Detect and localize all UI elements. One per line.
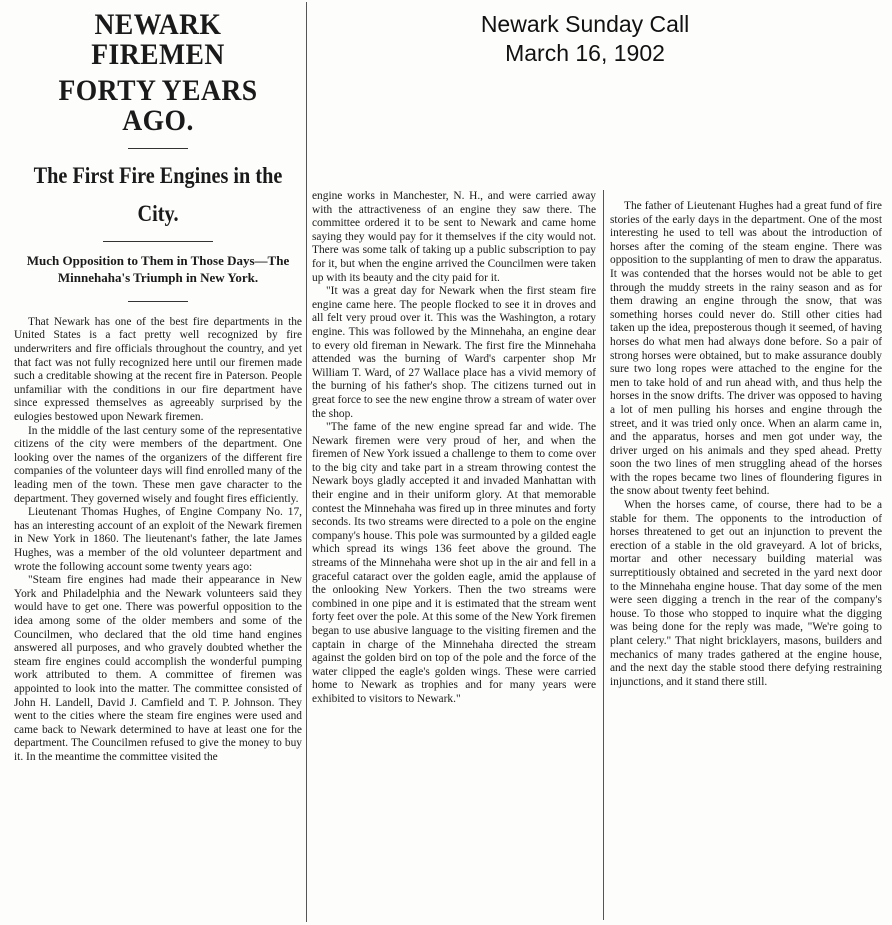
headline-line-2: FORTY YEARS AGO. xyxy=(58,74,258,137)
article-body-col3 xyxy=(610,200,882,689)
paragraph: The father of Lieutenant Hughes had a great fund of fire stories of the early days in the department. One of the most interesting he used to tell was about the introduction of horses after the coming of the steam engine. There was opposition to the supplanting of men to draw the apparatus. It was contended that the horses would not be able to get through the muddy streets in the rainy season and as for them drawing an engine through the snow, that was something horses could never do. Still other cities had taken up the idea, preposterous though it seemed, of having horses do what men had always done before. So a pair of strong horses were obtained, but to make assurance doubly sure two long ropes were attached to the engine for the men to take hold of and run ahead with, and thus help the horses in the snow drifts. The driver was opposed to having a lot of men pulling his horses and engine through the street, and it was tried only once. When an alarm came in, and the apparatus, horses and men got under way, the driver urged on his animals and they sped ahead. Pretty soon the two lines of men struggling ahead of the horses with the ropes became two lines of floundering figures in the snow about twenty feet behind. xyxy=(610,200,882,498)
column-rule xyxy=(306,2,307,922)
paragraph: "It was a great day for Newark when the first steam fire engine came here. The people flocked to see it in droves and all felt very proud over it. This was the Washington, a rotary engine. This was followed by the Minnehaha, an engine dear to every old fireman in Newark. The first fire the Minnehaha attended was the burning of Ward's carpenter shop Mr William T. Ward, of 27 Wallace place has a vivid memory of the burning of his father's shop. The citizens turned out in great force to see the new engine throw a stream of water over the shop. xyxy=(312,285,596,420)
deck-line-1: The First Fire Engines in the xyxy=(33,163,283,188)
paragraph: engine works in Manchester, N. H., and were carried away with the attractiveness of an engine they saw there. The committee ordered it to be sent to Newark and came home saying they would pay for it themselves if the city would not. There was some talk of taking up a public subscription to pay for it, but when the engine arrived the Councilmen were taken up with its beauty and the city paid for it. xyxy=(312,190,596,284)
divider xyxy=(103,241,213,242)
deck-line-2: City. xyxy=(137,200,179,226)
paragraph: In the middle of the last century some of the representative citizens of the city were members of the department. One looking over the names of the organizers of the different fire companies of the volunteer days will find enrolled many of the leading men of the town. These men gave character to the department. They governed wisely and fought fires efficiently. xyxy=(14,424,302,505)
paragraph: When the horses came, of course, there had to be a stable for them. The opponents to the introduction of horses threatened to get out an injunction to prevent the erection of a stable in the old graveyard. A lot of bricks, mortar and other necessary building material was surreptitiously obtained and secreted in the yard next door to the Minnehaha engine house. That day some of the men were seen digging a trench in the rear of the company's house. To those who stopped to inquire what the digging was being done for the reply was made, "We're going to plant celery." That night bricklayers, masons, builders and mechanics of many trades gathered at the engine house, and the next day the stable stood there defying restraining injunctions, and it stand there still. xyxy=(610,499,882,688)
divider xyxy=(128,301,188,302)
headline-line-1: NEWARK FIREMEN xyxy=(91,8,225,71)
article-column-3 xyxy=(610,200,882,820)
article-body-col1 xyxy=(14,316,302,765)
article-body-col2 xyxy=(312,190,596,707)
paragraph: "The fame of the new engine spread far and wide. The Newark firemen were very proud of her, and when the firemen of New York issued a challenge to them to come over to the big city and take part in a stream throwing contest the Newark boys gladly accepted it and invaded Manhattan with their engine and in their uniform glory. At that memorable contest the Minnehaha was fired up in three minutes and forty seconds. Its two streams were directed to a pole on the engine company's house. This pole was surmounted by a gilded eagle which spread its wings 136 feet above the ground. The streams of the Minnehaha were shot up in the air and fell in a graceful cataract over the golden eagle, amid the applause of the onlooking New Yorkers. Then the two streams were combined in one pipe and it is estimated that the stream went forty feet over the pole. At this some of the New York firemen began to use abusive language to the visiting firemen and the captain in charge of the Minnehaha directed the stream against the golden bird on top of the pole and the force of the water clipped the eagle's golden wings. These were carried home to Newark as trophies and for many years were exhibited to visitors to Newark." xyxy=(312,421,596,705)
caption-newspaper: Newark Sunday Call xyxy=(480,11,690,37)
paragraph: "Steam fire engines had made their appearance in New York and Philadelphia and the Newark volunteers said they would have to get one. There was powerful opposition to the idea among some of the older members and some of the Councilmen, who declared that the old time hand engines answered all purposes, and who gravely doubted whether the steam fire engines could accomplish the wonderful pumping work attributed to them. A committee of firemen was appointed to look into the matter. The committee consisted of John H. Landell, David J. Camfield and T. P. Johnson. They went to the cities where the steam fire engines were used and came back to Newark determined to have at least one for the department. The Councilmen refused to give the money to buy it. In the meantime the committee visited the xyxy=(14,574,302,763)
paragraph: That Newark has one of the best fire departments in the United States is a fact pretty well recognized by fire underwriters and fire officials throughout the country, and yet that fact was not fully recognized here until our firemen made such a creditable showing at the recent fire in Paterson. People unfamiliar with the conditions in our fire department have since expressed themselves as agreeably surprised by the eulogies bestowed upon Newark firemen. xyxy=(14,315,302,424)
subheadline: Much Opposition to Them in Those Days—The Minnehaha's Triumph in New York. xyxy=(26,252,290,286)
divider xyxy=(128,148,188,149)
column-rule xyxy=(603,190,604,920)
article-column-1 xyxy=(14,6,302,922)
caption-date: March 16, 1902 xyxy=(505,40,665,66)
source-caption xyxy=(470,10,700,68)
article-column-2 xyxy=(312,190,596,922)
paragraph: Lieutenant Thomas Hughes, of Engine Company No. 17, has an interesting account of an exploit of the Newark firemen in New York in 1860. The lieutenant's father, the late James Hughes, was a member of the old volunteer department and wrote the following account some twenty years ago: xyxy=(14,506,302,573)
